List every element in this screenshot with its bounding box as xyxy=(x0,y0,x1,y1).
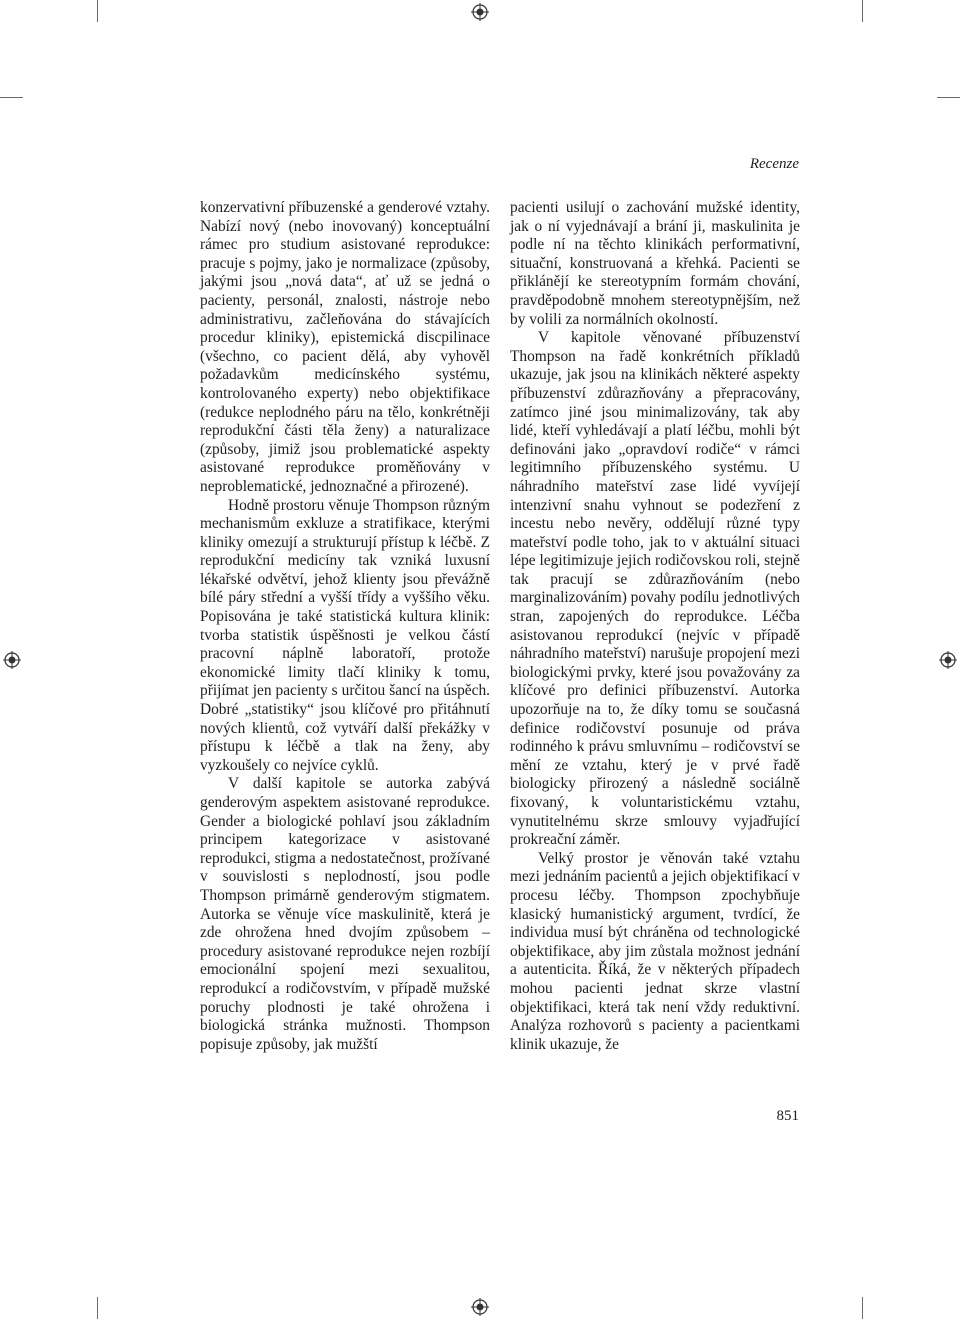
crop-mark xyxy=(862,1297,863,1319)
paragraph: Velký prostor je věnován také vztahu mezi jednáním pacientů a jejich objektifikací v procesu léčby. Thompson zpochybňuje klasický humanistický argument, tvrdící, že individua musí být chráněna od technologické objektifikace, aby jim zůstala možnost jednání a autenticita. Říká, že v některých případech mohou pacienti jednat skrze vlastní objektifikaci, která tak není vždy reduktivní. Analýza rozhovorů s pacienty a pacientkami klinik ukazuje, že xyxy=(510,849,800,1053)
paragraph: Hodně prostoru věnuje Thompson různým mechanismům exkluze a stratifikace, kterými kliniky omezují a strukturují přístup k léčbě. Z reprodukční medicíny tak vzniká luxusní lékařské odvětví, jehož klienty jsou převážně bílé páry střední a vyšší třídy a vyššího věku. Popisována je také statistická kultura klinik: tvorba statistik úspěšnosti je velkou částí pracovní náplně laboratoří, protože ekonomické limity tlačí kliniky k tomu, přijímat jen pacienty s určitou šancí na úspěch. Dobré „statistiky“ jsou klíčové pro přitáhnutí nových klientů, což vytváří další překážky v přístupu k léčbě a tlak na ženy, aby vyzkoušely co nejvíce cyklů. xyxy=(200,496,490,774)
right-column xyxy=(510,199,800,1054)
registration-mark-icon xyxy=(939,651,957,669)
paragraph: V další kapitole se autorka zabývá genderovým aspektem asistované reprodukce. Gender a biologické pohlaví jsou základním principem kategorizace v asistované reprodukci, stigma a nedostatečnost, prožívané v souvislosti s neplodností, jsou podle Thompson primárně genderovým stigmatem. Autorka se věnuje více maskulinitě, která je zde ohrožena hned dvojím způsobem – procedury asistované reprodukce nejen rozbíjí emocionální spojení mezi sexualitou, reprodukcí a rodičovstvím, v případě mužské poruchy plodnosti je také ohrožena i biologická stránka mužnosti. Thompson popisuje způsoby, jak mužští xyxy=(200,775,490,1053)
page-number: 851 xyxy=(776,1108,799,1124)
crop-mark xyxy=(862,0,863,22)
running-header: Recenze xyxy=(749,156,799,172)
crop-mark xyxy=(0,97,23,98)
registration-mark-icon xyxy=(471,3,489,21)
left-column xyxy=(200,199,490,1054)
paragraph: V kapitole věnované příbuzenství Thompson na řadě konkrétních příkladů ukazuje, jak jsou na klinikách některé aspekty příbuzenství zdůrazňovány a přepracovány, zatímco jiné jsou minimalizovány, tak aby lidé, kteří vyhledávají a platí léčbu, mohli být definováni jako „opravdoví rodiče“ v rámci legitimního příbuzenského systému. U náhradního mateřství zase lidé vyvíjejí intenzivní snahu vyhnout se podezření z incestu nebo nevěry, oddělují různé typy mateřství podle toho, jak to v aktuální situaci lépe legitimizuje jejich rodičovskou roli, stejně tak pracují se zdůrazňováním (nebo marginalizováním) povahy podílu jednotlivých stran, zapojených do reprodukce. Léčba asistovanou reprodukcí (nejvíc v případě náhradního mateřství) narušuje propojení mezi biologickými prvky, které jsou považovány za klíčové pro definici příbuzenství. Autorka upozorňuje na to, že díky tomu se současná definice rodičovství posunuje od práva rodinného k právu smluvnímu – rodičovství se mění ze vztahu, který je v prvé řadě biologicky přirozený a následně sociálně fixovaný, k voluntaristickému vztahu, vynutitelnému skrze smlouvy vyjadřující prokreační záměr. xyxy=(510,329,800,849)
crop-mark xyxy=(97,1297,98,1319)
paragraph: pacienti usilují o zachování mužské identity, jak o ní vyjednávají a brání ji, maskulinita je podle ní na těchto klinikách performativní, situační, konstruovaná a křehká. Pacienti se přiklánějí ke stereotypním formám chování, pravděpodobně mnohem stereotypnějším, než by volili za normálních okolností. xyxy=(510,199,800,328)
registration-mark-icon xyxy=(3,651,21,669)
crop-mark xyxy=(97,0,98,22)
registration-mark-icon xyxy=(471,1298,489,1316)
crop-mark xyxy=(937,97,960,98)
paragraph: konzervativní příbuzenské a genderové vztahy. Nabízí nový (nebo inovovaný) konceptuální rámec pro studium asistované reprodukce: pracuje s pojmy, jako je normalizace (způsoby, jakými jsou „nová data“, ať už se jedná o pacienty, personál, znalosti, nástroje nebo administrativu, začleňována do stávajících procedur kliniky), epistemická discpilinace (všechno, co pacient dělá, aby vyhověl požadavkům medicínského systému, kontrolovaného experty) nebo objektifikace (redukce neplodného páru na tělo, konkrétněji reprodukční části těla ženy) a naturalizace (způsoby, jimiž jsou problematické aspekty asistované reprodukce proměňovány v neproblematické, jednoznačné a přirozené). xyxy=(200,199,490,495)
